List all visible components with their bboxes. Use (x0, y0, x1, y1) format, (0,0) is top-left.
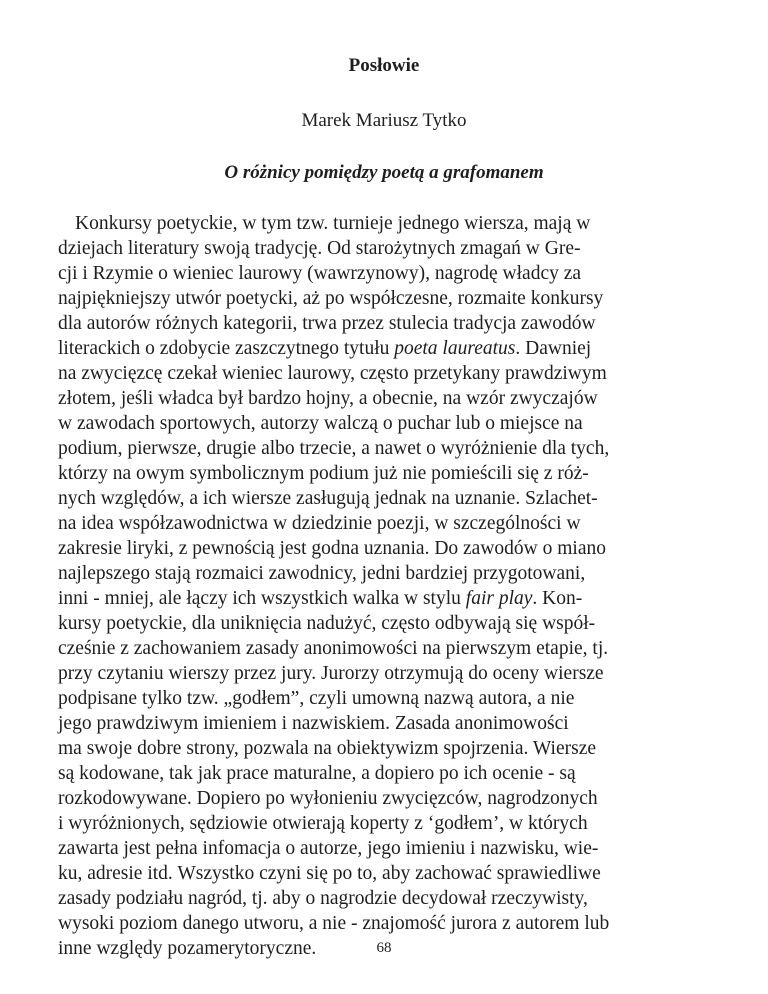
text-line (58, 336, 718, 361)
text-segment: inne względy pozamerytoryczne. (58, 938, 317, 959)
text-segment: kursy poetyckie, dla uniknięcia nadużyć, często odbywają się współ- (58, 613, 596, 634)
text-segment: zawarta jest pełna infomacja o autorze, jego imieniu i nazwisku, wie- (58, 838, 599, 859)
text-segment: zasady podziału nagród, tj. aby o nagrodzie decydował rzeczywisty, (58, 888, 588, 909)
text-segment: dla autorów różnych kategorii, trwa przez stulecia tradycja zawodów (58, 313, 596, 334)
text-line (58, 311, 718, 336)
text-segment: cześnie z zachowaniem zasady anonimowości na pierwszym etapie, tj. (58, 638, 609, 659)
text-line (58, 436, 718, 461)
text-segment: cji i Rzymie o wieniec laurowy (wawrzynowy), nagrodę władcy za (58, 263, 582, 284)
text-line (58, 561, 718, 586)
text-segment: podpisane tylko tzw. „godłem”, czyli umowną nazwą autora, a nie (58, 688, 575, 709)
text-segment: zakresie liryki, z pewnością jest godna uznania. Do zawodów o miano (58, 538, 606, 559)
text-line (58, 286, 718, 311)
text-line (58, 486, 718, 511)
text-line (58, 536, 718, 561)
text-line (58, 911, 718, 936)
text-segment: jego prawdziwym imieniem i nazwiskiem. Zasada anonimowości (58, 713, 569, 734)
text-segment: nych względów, a ich wiersze zasługują jednak na uznanie. Szlachet- (58, 488, 598, 509)
text-segment: najlepszego stają rozmaici zawodnicy, jedni bardziej przygotowani, (58, 563, 586, 584)
italic-phrase: poeta laureatus (394, 338, 516, 359)
text-line (58, 761, 718, 786)
author-name: Marek Mariusz Tytko (301, 110, 467, 131)
text-line (58, 236, 718, 261)
text-segment: są kodowane, tak jak prace maturalne, a dopiero po ich ocenie - są (58, 763, 576, 784)
text-segment: i wyróżnionych, sędziowie otwierają koperty z ‘godłem’, w których (58, 813, 588, 834)
text-line (58, 511, 718, 536)
text-line (58, 586, 718, 611)
text-line (58, 861, 718, 886)
article-subtitle: O różnicy pomiędzy poetą a grafomanem (224, 162, 544, 183)
text-segment: którzy na owym symbolicznym podium już nie pomieścili się z róż- (58, 463, 589, 484)
italic-phrase: fair play (465, 588, 533, 609)
text-segment: dziejach literatury swoją tradycję. Od starożytnych zmagań w Gre- (58, 238, 581, 259)
text-segment: ku, adresie itd. Wszystko czyni się po to, aby zachować sprawiedliwe (58, 863, 601, 884)
text-line (58, 386, 718, 411)
section-title: Posłowie (348, 55, 420, 76)
text-line (58, 736, 718, 761)
text-segment: inni - mniej, ale łączy ich wszystkich walka w stylu (58, 588, 466, 609)
text-line (58, 636, 718, 661)
text-segment: . Dawniej (515, 338, 592, 359)
text-line (58, 611, 718, 636)
text-line (58, 211, 718, 236)
text-line (58, 836, 718, 861)
text-segment: podium, pierwsze, drugie albo trzecie, a nawet o wyróżnienie dla tych, (58, 438, 610, 459)
text-line (58, 886, 718, 911)
text-segment: . Kon- (532, 588, 583, 609)
text-line (58, 786, 718, 811)
text-segment: literackich o zdobycie zaszczytnego tytułu (58, 338, 395, 359)
text-segment: ma swoje dobre strony, pozwala na obiektywizm spojrzenia. Wiersze (58, 738, 597, 759)
text-line (58, 261, 718, 286)
text-segment: w zawodach sportowych, autorzy walczą o puchar lub o miejsce na (58, 413, 583, 434)
text-segment: przy czytaniu wierszy przez jury. Jurorzy otrzymują do oceny wiersze (58, 663, 604, 684)
text-segment: na idea współzawodnictwa w dziedzinie poezji, w szczególności w (58, 513, 581, 534)
text-segment: najpiękniejszy utwór poetycki, aż po współczesne, rozmaite konkursy (58, 288, 604, 309)
text-line (58, 411, 718, 436)
body-paragraph (58, 211, 718, 961)
page-number: 68 (376, 940, 392, 956)
text-segment: na zwycięzcę czekał wieniec laurowy, często przetykany prawdziwym (58, 363, 607, 384)
text-segment: złotem, jeśli władca był bardzo hojny, a obecnie, na wzór zwyczajów (58, 388, 598, 409)
text-line (58, 461, 718, 486)
text-segment: rozkodowywane. Dopiero po wyłonieniu zwycięzców, nagrodzonych (58, 788, 598, 809)
text-segment: Konkursy poetyckie, w tym tzw. turnieje jednego wiersza, mają w (75, 213, 591, 234)
text-line (58, 661, 718, 686)
text-segment: wysoki poziom danego utworu, a nie - znajomość jurora z autorem lub (58, 913, 610, 934)
text-line (58, 711, 718, 736)
text-line (58, 811, 718, 836)
text-line (58, 686, 718, 711)
text-line (58, 361, 718, 386)
